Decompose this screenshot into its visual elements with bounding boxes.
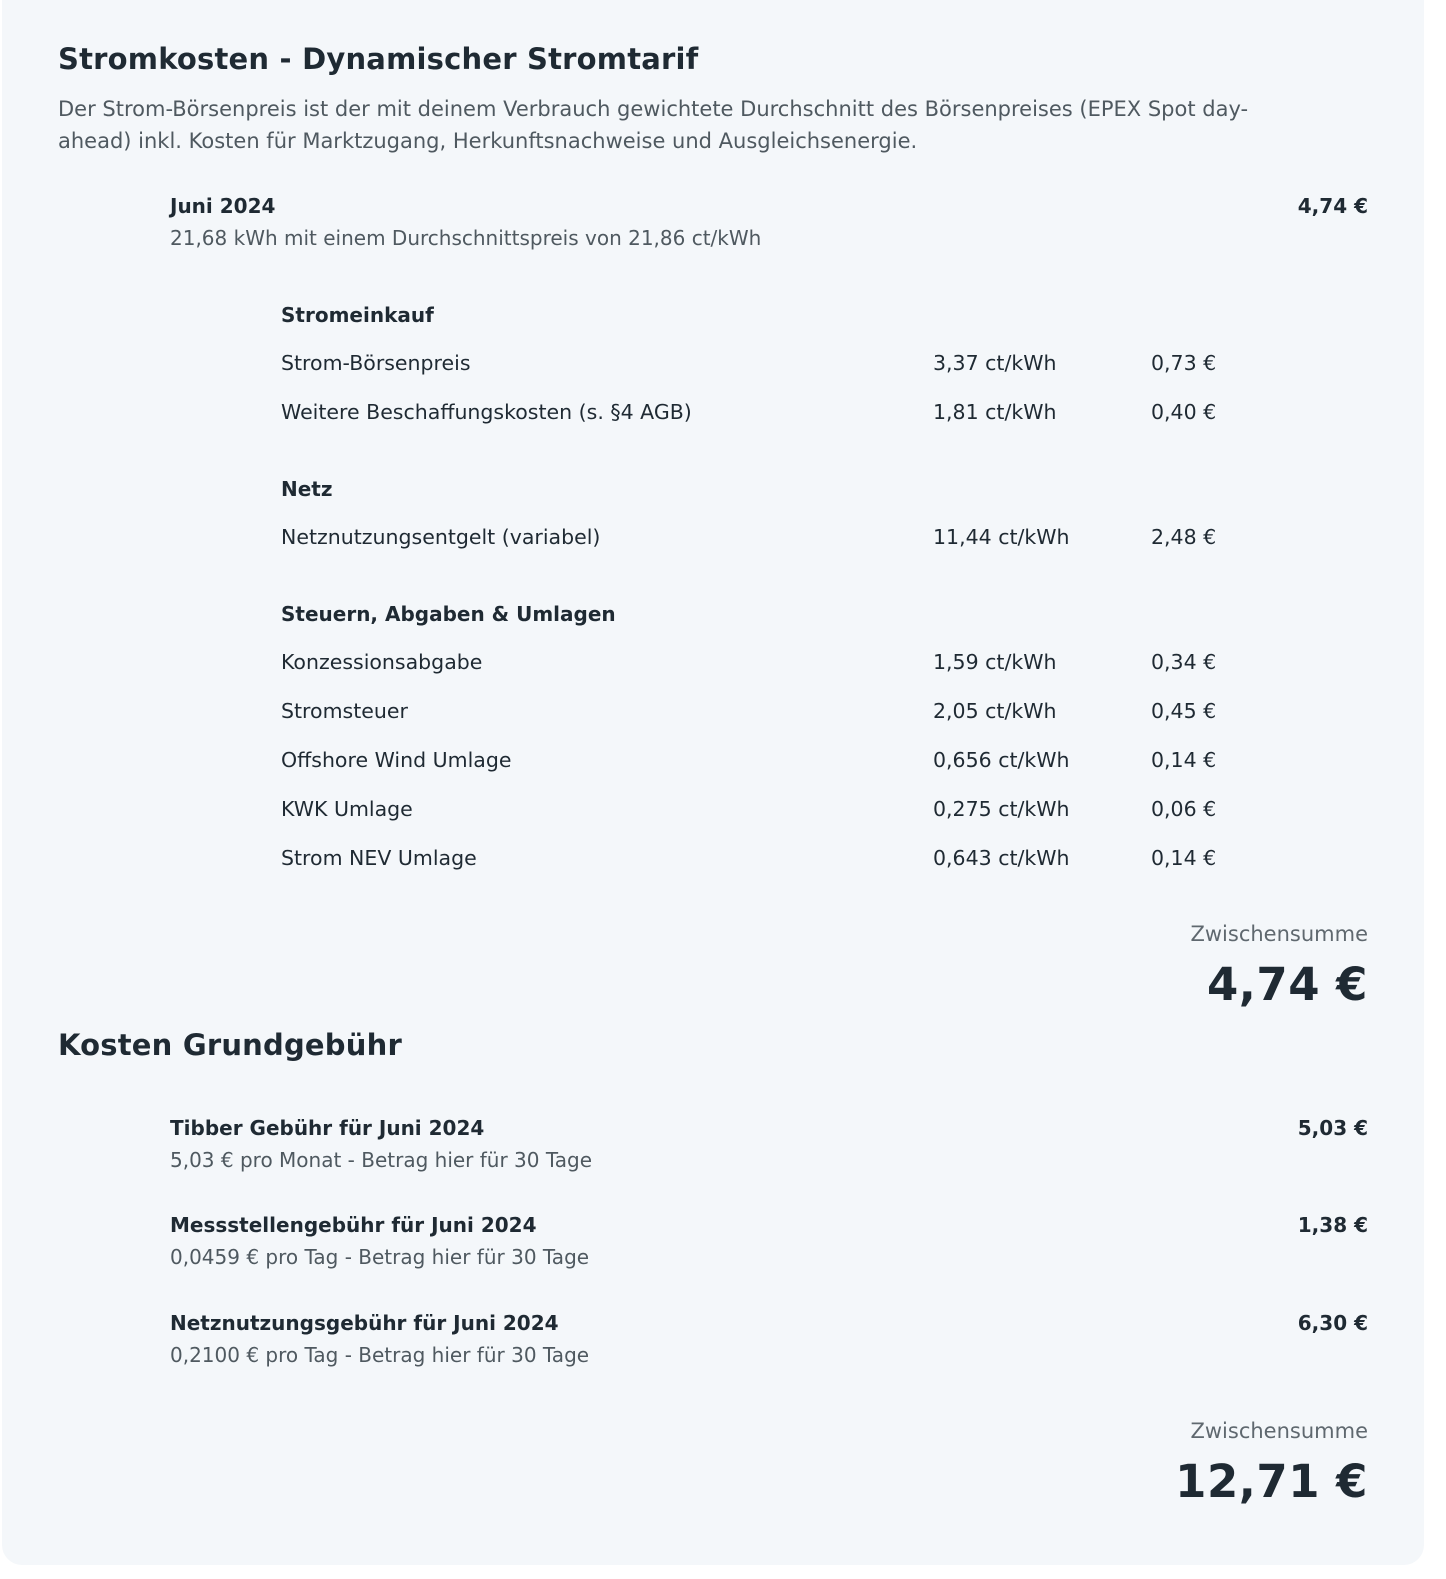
base-item-amount: 6,30 € (1297, 1311, 1368, 1335)
base-item-title: Netznutzungsgebühr für Juni 2024 (170, 1311, 559, 1335)
row-amount: 0,73 € (1151, 351, 1217, 375)
energy-subtotal-label: Zwischensumme (1190, 922, 1368, 946)
row-rate: 0,643 ct/kWh (933, 846, 1070, 870)
row-rate: 3,37 ct/kWh (933, 351, 1057, 375)
row-rate: 1,59 ct/kWh (933, 650, 1057, 674)
row-label: Offshore Wind Umlage (281, 748, 512, 772)
row-amount: 0,40 € (1151, 400, 1217, 424)
row-rate: 1,81 ct/kWh (933, 400, 1057, 424)
row-rate: 11,44 ct/kWh (933, 525, 1070, 549)
row-label: Konzessionsabgabe (281, 650, 483, 674)
row-label: Stromsteuer (281, 699, 408, 723)
group-title-steuern: Steuern, Abgaben & Umlagen (281, 602, 616, 626)
row-amount: 0,06 € (1151, 797, 1217, 821)
base-item-amount: 5,03 € (1297, 1116, 1368, 1140)
base-subtotal-value: 12,71 € (1175, 1455, 1368, 1508)
row-amount: 0,34 € (1151, 650, 1217, 674)
base-item-subtitle: 0,2100 € pro Tag - Betrag hier für 30 Tage (170, 1343, 590, 1367)
row-label: Strom-Börsenpreis (281, 351, 471, 375)
energy-period-subtitle: 21,68 kWh mit einem Durchschnittspreis von 21,86 ct/kWh (170, 226, 762, 250)
cost-breakdown-card (2, 0, 1424, 1565)
energy-period-amount: 4,74 € (1297, 194, 1368, 218)
base-subtotal-label: Zwischensumme (1190, 1419, 1368, 1443)
group-title-stromeinkauf: Stromeinkauf (281, 303, 434, 327)
base-item-subtitle: 5,03 € pro Monat - Betrag hier für 30 Tage (170, 1148, 593, 1172)
row-label: Netznutzungsentgelt (variabel) (281, 525, 601, 549)
row-rate: 0,275 ct/kWh (933, 797, 1070, 821)
base-item-title: Tibber Gebühr für Juni 2024 (170, 1116, 485, 1140)
row-amount: 0,14 € (1151, 846, 1217, 870)
energy-period-title: Juni 2024 (170, 194, 276, 218)
row-rate: 0,656 ct/kWh (933, 748, 1070, 772)
base-item-subtitle: 0,0459 € pro Tag - Betrag hier für 30 Tage (170, 1245, 590, 1269)
energy-section-description: Der Strom-Börsenpreis ist der mit deinem Verbrauch gewichtete Durchschnitt des Börsenpreises (EPEX Spot day-ahead) inkl. Kosten für Marktzugang, Herkunftsnachweise und Ausgleichsenergie. (58, 97, 1249, 153)
row-amount: 0,45 € (1151, 699, 1217, 723)
row-label: KWK Umlage (281, 797, 413, 821)
row-amount: 0,14 € (1151, 748, 1217, 772)
row-label: Strom NEV Umlage (281, 846, 477, 870)
group-title-netz: Netz (281, 477, 333, 501)
row-label: Weitere Beschaffungskosten (s. §4 AGB) (281, 400, 692, 424)
base-item-amount: 1,38 € (1297, 1213, 1368, 1237)
row-amount: 2,48 € (1151, 525, 1217, 549)
base-section-title: Kosten Grundgebühr (58, 1028, 402, 1062)
base-item-title: Messstellengebühr für Juni 2024 (170, 1213, 537, 1237)
energy-section-title: Stromkosten - Dynamischer Stromtarif (58, 42, 699, 76)
row-rate: 2,05 ct/kWh (933, 699, 1057, 723)
energy-subtotal-value: 4,74 € (1206, 958, 1368, 1011)
